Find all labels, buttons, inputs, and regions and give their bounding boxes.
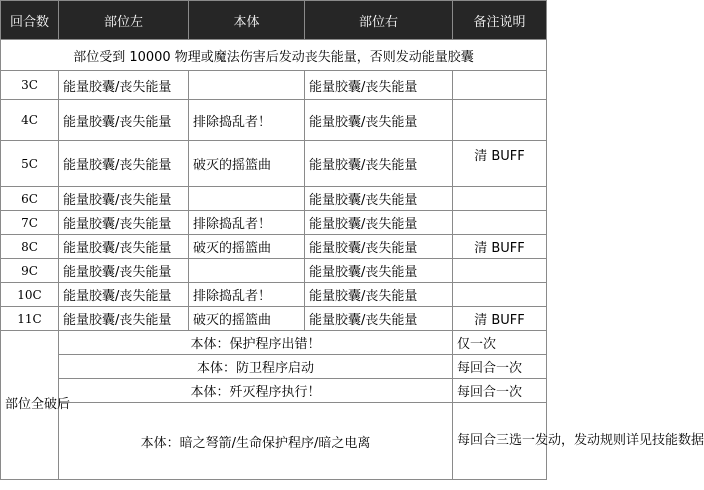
broken-entry-note: 每回合三选一发动，发动规则详见技能数据 <box>453 403 547 480</box>
note-cell <box>453 187 547 211</box>
body-cell: 排除捣乱者！ <box>189 100 305 141</box>
note-cell <box>453 100 547 141</box>
round-cell: 11C <box>1 307 59 331</box>
round-cell: 3C <box>1 71 59 100</box>
round-cell: 10C <box>1 283 59 307</box>
broken-entry-row <box>1 403 547 480</box>
round-cell: 6C <box>1 187 59 211</box>
header-notes: 备注说明 <box>453 1 547 40</box>
right-part-cell: 能量胶囊/丧失能量 <box>305 235 453 259</box>
table-row <box>1 100 547 141</box>
left-part-cell: 能量胶囊/丧失能量 <box>59 141 189 187</box>
right-part-cell: 能量胶囊/丧失能量 <box>305 100 453 141</box>
body-cell: 破灭的摇篮曲 <box>189 141 305 187</box>
description-row <box>1 40 547 71</box>
body-cell <box>189 259 305 283</box>
left-part-cell: 能量胶囊/丧失能量 <box>59 235 189 259</box>
broken-entry-note: 每回合一次 <box>453 379 547 403</box>
body-cell: 破灭的摇篮曲 <box>189 307 305 331</box>
header-round: 回合数 <box>1 1 59 40</box>
right-part-cell: 能量胶囊/丧失能量 <box>305 307 453 331</box>
parts-broken-label: 部位全破后 <box>1 331 59 480</box>
broken-entry-row <box>1 355 547 379</box>
broken-entry-text: 本体：暗之弩箭/生命保护程序/暗之电离 <box>59 403 453 480</box>
note-cell: 清 BUFF <box>453 307 547 331</box>
header-row <box>1 1 547 40</box>
table-row <box>1 71 547 100</box>
body-cell: 破灭的摇篮曲 <box>189 235 305 259</box>
table-row <box>1 187 547 211</box>
description-text: 部位受到 10000 物理或魔法伤害后发动丧失能量，否则发动能量胶囊 <box>1 40 547 71</box>
table-row <box>1 211 547 235</box>
note-cell: 清 BUFF <box>453 235 547 259</box>
right-part-cell: 能量胶囊/丧失能量 <box>305 141 453 187</box>
broken-entry-text: 本体：保护程序出错！ <box>59 331 453 355</box>
right-part-cell: 能量胶囊/丧失能量 <box>305 211 453 235</box>
left-part-cell: 能量胶囊/丧失能量 <box>59 259 189 283</box>
body-cell <box>189 187 305 211</box>
right-part-cell: 能量胶囊/丧失能量 <box>305 259 453 283</box>
table-row <box>1 141 547 187</box>
broken-entry-row <box>1 331 547 355</box>
note-cell <box>453 259 547 283</box>
body-cell: 排除捣乱者！ <box>189 283 305 307</box>
right-part-cell: 能量胶囊/丧失能量 <box>305 71 453 100</box>
round-cell: 7C <box>1 211 59 235</box>
broken-entry-row <box>1 379 547 403</box>
round-cell: 5C <box>1 141 59 187</box>
left-part-cell: 能量胶囊/丧失能量 <box>59 211 189 235</box>
table-row <box>1 235 547 259</box>
round-cell: 9C <box>1 259 59 283</box>
note-cell: 清 BUFF <box>453 141 547 187</box>
round-cell: 8C <box>1 235 59 259</box>
table-row <box>1 259 547 283</box>
header-right-part: 部位右 <box>305 1 453 40</box>
table-row <box>1 283 547 307</box>
left-part-cell: 能量胶囊/丧失能量 <box>59 187 189 211</box>
left-part-cell: 能量胶囊/丧失能量 <box>59 283 189 307</box>
body-cell <box>189 71 305 100</box>
round-cell: 4C <box>1 100 59 141</box>
note-cell <box>453 71 547 100</box>
left-part-cell: 能量胶囊/丧失能量 <box>59 100 189 141</box>
note-cell <box>453 283 547 307</box>
broken-entry-text: 本体：防卫程序启动 <box>59 355 453 379</box>
broken-entry-note: 仅一次 <box>453 331 547 355</box>
broken-entry-note: 每回合一次 <box>453 355 547 379</box>
body-cell: 排除捣乱者！ <box>189 211 305 235</box>
left-part-cell: 能量胶囊/丧失能量 <box>59 71 189 100</box>
note-cell <box>453 211 547 235</box>
right-part-cell: 能量胶囊/丧失能量 <box>305 187 453 211</box>
header-left-part: 部位左 <box>59 1 189 40</box>
right-part-cell: 能量胶囊/丧失能量 <box>305 283 453 307</box>
broken-entry-text: 本体：歼灭程序执行！ <box>59 379 453 403</box>
left-part-cell: 能量胶囊/丧失能量 <box>59 307 189 331</box>
header-body: 本体 <box>189 1 305 40</box>
table-row <box>1 307 547 331</box>
